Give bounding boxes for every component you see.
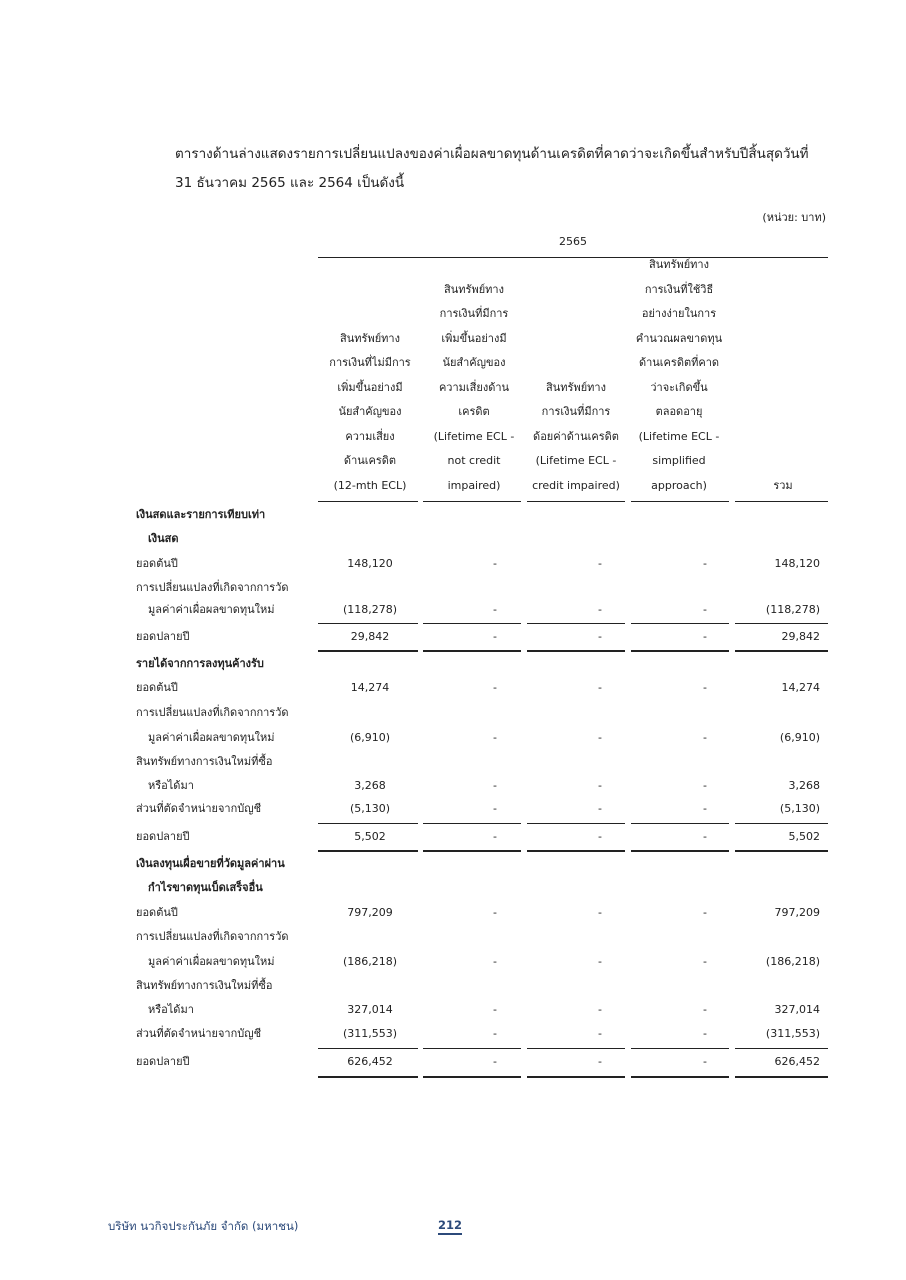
table-row	[0, 701, 906, 725]
cell-total: 148,120	[774, 557, 820, 570]
cell-total: 14,274	[781, 681, 820, 694]
cell-value: (186,218)	[342, 955, 398, 968]
column-header-lifetime-not-impaired	[425, 278, 523, 499]
table-row	[0, 1022, 906, 1046]
cell-dash: -	[703, 630, 707, 643]
row-label: หรือได้มา	[148, 779, 194, 792]
total-line	[527, 1076, 625, 1078]
cell-value: 3,268	[354, 779, 386, 792]
footer-company-name: บริษัท นวกิจประกันภัย จำกัด (มหาชน)	[108, 1219, 299, 1233]
subtotal-line	[735, 623, 828, 624]
cell-dash: -	[703, 681, 707, 694]
cell-dash: -	[598, 630, 602, 643]
column-header-line: ว่าจะเกิดขึ้น	[650, 380, 708, 394]
column-header-line: ด้านเครดิตที่คาด	[638, 356, 720, 369]
year-header: 2565	[559, 235, 587, 248]
cell-dash: -	[703, 557, 707, 570]
cell-dash: -	[703, 955, 707, 968]
cell-value: (311,553)	[342, 1027, 398, 1040]
cell-value: (6,910)	[349, 731, 391, 744]
row-label: ยอดปลายปี	[136, 630, 190, 643]
unit-label: (หน่วย: บาท)	[762, 211, 826, 224]
column-header-line: (Lifetime ECL -	[638, 429, 720, 443]
intro-line-2: 31 ธันวาคม 2565 และ 2564 เป็นดังนี้	[175, 175, 405, 191]
column-header-line: ด้อยค่าด้านเครดิต	[533, 429, 619, 443]
cell-dash: -	[598, 557, 602, 570]
row-label: ส่วนที่ตัดจำหน่ายจากบัญชี	[136, 802, 262, 815]
table-row	[0, 950, 906, 974]
column-header-line: คำนวณผลขาดทุน	[635, 331, 723, 345]
cell-dash: -	[598, 731, 602, 744]
total-line	[423, 1076, 521, 1078]
cell-dash: -	[703, 603, 707, 616]
cell-dash: -	[493, 906, 497, 919]
table-row	[0, 901, 906, 925]
column-header-line: เพิ่มขึ้นอย่างมี	[441, 331, 507, 345]
cell-value: 5,502	[354, 830, 386, 843]
cell-dash: -	[598, 1055, 602, 1068]
table-row	[0, 598, 906, 622]
column-header-line: ความเสี่ยงด้าน	[438, 380, 510, 394]
subtotal-line	[423, 823, 521, 824]
column-header-line: การเงินที่ใช้วิธี	[644, 282, 714, 296]
column-header-line: ความเสี่ยง	[345, 429, 395, 443]
row-label: ส่วนที่ตัดจำหน่ายจากบัญชี	[136, 1027, 262, 1040]
table-row	[0, 676, 906, 700]
cell-dash: -	[703, 1055, 707, 1068]
table-row	[0, 750, 906, 774]
cell-value: 797,209	[347, 906, 393, 919]
total-line	[631, 1076, 729, 1078]
table-row	[0, 974, 906, 998]
cell-value: 626,452	[347, 1055, 393, 1068]
cell-dash: -	[598, 802, 602, 815]
cell-dash: -	[493, 830, 497, 843]
cell-dash: -	[598, 1027, 602, 1040]
header-underline-1	[318, 501, 418, 502]
subtotal-line	[631, 623, 729, 624]
column-header-line: สินทรัพย์ทาง	[546, 380, 606, 394]
row-label: การเปลี่ยนแปลงที่เกิดจากการวัด	[136, 930, 289, 943]
column-header-line: รวม	[773, 478, 793, 492]
column-header-line: อย่างง่ายในการ	[641, 307, 717, 320]
subtotal-line	[527, 823, 625, 824]
cell-dash: -	[703, 1027, 707, 1040]
row-label: ยอดต้นปี	[136, 557, 178, 570]
cell-dash: -	[598, 1003, 602, 1016]
cell-dash: -	[493, 603, 497, 616]
cell-dash: -	[598, 603, 602, 616]
table-row	[0, 774, 906, 798]
cell-dash: -	[598, 830, 602, 843]
cell-dash: -	[493, 1055, 497, 1068]
cell-dash: -	[493, 731, 497, 744]
subtotal-line	[423, 623, 521, 624]
column-header-line: ด้านเครดิต	[343, 454, 397, 467]
column-header-line: (Lifetime ECL -	[535, 454, 617, 467]
column-header-line: สินทรัพย์ทาง	[444, 282, 504, 296]
subtotal-line	[735, 1048, 828, 1049]
row-label: ยอดปลายปี	[136, 1055, 190, 1068]
subtotal-line	[735, 823, 828, 824]
section-title: เงินสด	[148, 532, 179, 545]
table-row	[0, 876, 906, 900]
section-title: เงินสดและรายการเทียบเท่า	[136, 508, 266, 521]
intro-line-1: ตารางด้านล่างแสดงรายการเปลี่ยนแปลงของค่าเผื่อผลขาดทุนด้านเครดิตที่คาดว่าจะเกิดขึ้นสำหรับปีสิ้นสุดวันที่	[175, 146, 809, 162]
cell-total: (186,218)	[765, 955, 820, 968]
cell-dash: -	[493, 779, 497, 792]
header-underline-2	[423, 501, 521, 502]
cell-total: 797,209	[774, 906, 820, 919]
cell-dash: -	[598, 955, 602, 968]
row-label: การเปลี่ยนแปลงที่เกิดจากการวัด	[136, 581, 289, 594]
section-title: กำไรขาดทุนเบ็ดเสร็จอื่น	[148, 881, 263, 894]
subtotal-line	[318, 823, 418, 824]
column-header-line: (Lifetime ECL -	[433, 429, 515, 443]
cell-value: (118,278)	[342, 603, 398, 616]
column-header-line: simplified	[652, 454, 706, 467]
table-row	[0, 503, 906, 527]
row-label: ยอดปลายปี	[136, 830, 190, 843]
cell-value: 14,274	[350, 681, 390, 694]
cell-dash: -	[703, 731, 707, 744]
subtotal-line	[318, 1048, 418, 1049]
row-label: มูลค่าค่าเผื่อผลขาดทุนใหม่	[148, 731, 275, 744]
table-row	[0, 797, 906, 821]
column-header-line: impaired)	[447, 478, 501, 492]
column-header-line: นัยสำคัญของ	[442, 356, 506, 369]
row-label: สินทรัพย์ทางการเงินใหม่ที่ซื้อ	[136, 755, 273, 768]
subtotal-line	[423, 1048, 521, 1049]
header-underline-3	[527, 501, 625, 502]
cell-dash: -	[493, 630, 497, 643]
total-line	[735, 1076, 828, 1078]
page-number: 212	[438, 1218, 462, 1235]
row-label: มูลค่าค่าเผื่อผลขาดทุนใหม่	[148, 603, 275, 616]
cell-dash: -	[598, 681, 602, 694]
table-row	[0, 825, 906, 849]
header-underline-5	[735, 501, 828, 502]
cell-value: (5,130)	[349, 802, 391, 815]
cell-total: (311,553)	[765, 1027, 820, 1040]
cell-total: 327,014	[774, 1003, 820, 1016]
table-row	[0, 998, 906, 1022]
cell-dash: -	[493, 802, 497, 815]
cell-dash: -	[493, 1027, 497, 1040]
cell-dash: -	[703, 1003, 707, 1016]
cell-total: 29,842	[781, 630, 820, 643]
column-header-line: ตลอดอายุ	[655, 405, 703, 418]
table-row	[0, 925, 906, 949]
cell-value: 29,842	[350, 630, 390, 643]
row-label: สินทรัพย์ทางการเงินใหม่ที่ซื้อ	[136, 979, 273, 992]
cell-dash: -	[493, 955, 497, 968]
cell-total: (118,278)	[765, 603, 820, 616]
cell-total: (5,130)	[779, 802, 820, 815]
table-row	[0, 726, 906, 750]
table-row	[0, 625, 906, 649]
cell-dash: -	[703, 779, 707, 792]
column-header-line: การเงินที่ไม่มีการ	[329, 356, 411, 369]
table-row	[0, 576, 906, 600]
column-header-line: approach)	[651, 478, 707, 492]
cell-dash: -	[493, 557, 497, 570]
cell-dash: -	[493, 681, 497, 694]
row-label: มูลค่าค่าเผื่อผลขาดทุนใหม่	[148, 955, 275, 968]
section-title: เงินลงทุนเผื่อขายที่วัดมูลค่าผ่าน	[136, 857, 285, 870]
column-header-12mth-ecl	[321, 327, 419, 499]
cell-value: 327,014	[347, 1003, 393, 1016]
subtotal-line	[631, 1048, 729, 1049]
cell-dash: -	[493, 1003, 497, 1016]
cell-dash: -	[598, 779, 602, 792]
subtotal-line	[527, 623, 625, 624]
column-header-line: เพิ่มขึ้นอย่างมี	[337, 380, 403, 394]
column-header-total	[734, 474, 832, 499]
table-row	[0, 652, 906, 676]
cell-total: 3,268	[788, 779, 820, 792]
year-underline	[318, 257, 828, 258]
header-underline-4	[631, 501, 729, 502]
column-header-line: สินทรัพย์ทาง	[649, 258, 709, 271]
cell-total: (6,910)	[779, 731, 820, 744]
cell-dash: -	[703, 830, 707, 843]
section-title: รายได้จากการลงทุนค้างรับ	[136, 657, 264, 670]
column-header-line: การเงินที่มีการ	[439, 307, 509, 320]
cell-total: 5,502	[788, 830, 820, 843]
table-row	[0, 852, 906, 876]
column-header-line: (12-mth ECL)	[333, 478, 407, 492]
table-row	[0, 552, 906, 576]
cell-dash: -	[598, 906, 602, 919]
column-header-line: นัยสำคัญของ	[338, 405, 402, 418]
cell-value: 148,120	[347, 557, 393, 570]
row-label: การเปลี่ยนแปลงที่เกิดจากการวัด	[136, 706, 289, 719]
column-header-line: สินทรัพย์ทาง	[340, 331, 400, 345]
row-label: ยอดต้นปี	[136, 906, 178, 919]
column-header-line: not credit	[447, 454, 501, 467]
cell-dash: -	[703, 802, 707, 815]
row-label: ยอดต้นปี	[136, 681, 178, 694]
subtotal-line	[527, 1048, 625, 1049]
subtotal-line	[631, 823, 729, 824]
cell-dash: -	[703, 906, 707, 919]
subtotal-line	[318, 623, 418, 624]
cell-total: 626,452	[774, 1055, 820, 1068]
row-label: หรือได้มา	[148, 1003, 194, 1016]
column-header-lifetime-impaired	[527, 376, 625, 499]
total-line	[318, 1076, 418, 1078]
column-header-simplified	[630, 253, 728, 498]
column-header-line: เครดิต	[458, 405, 490, 418]
table-row	[0, 1050, 906, 1074]
column-header-line: credit impaired)	[532, 478, 620, 492]
intro-paragraph	[175, 140, 835, 198]
table-row	[0, 527, 906, 551]
column-header-line: การเงินที่มีการ	[541, 405, 611, 418]
